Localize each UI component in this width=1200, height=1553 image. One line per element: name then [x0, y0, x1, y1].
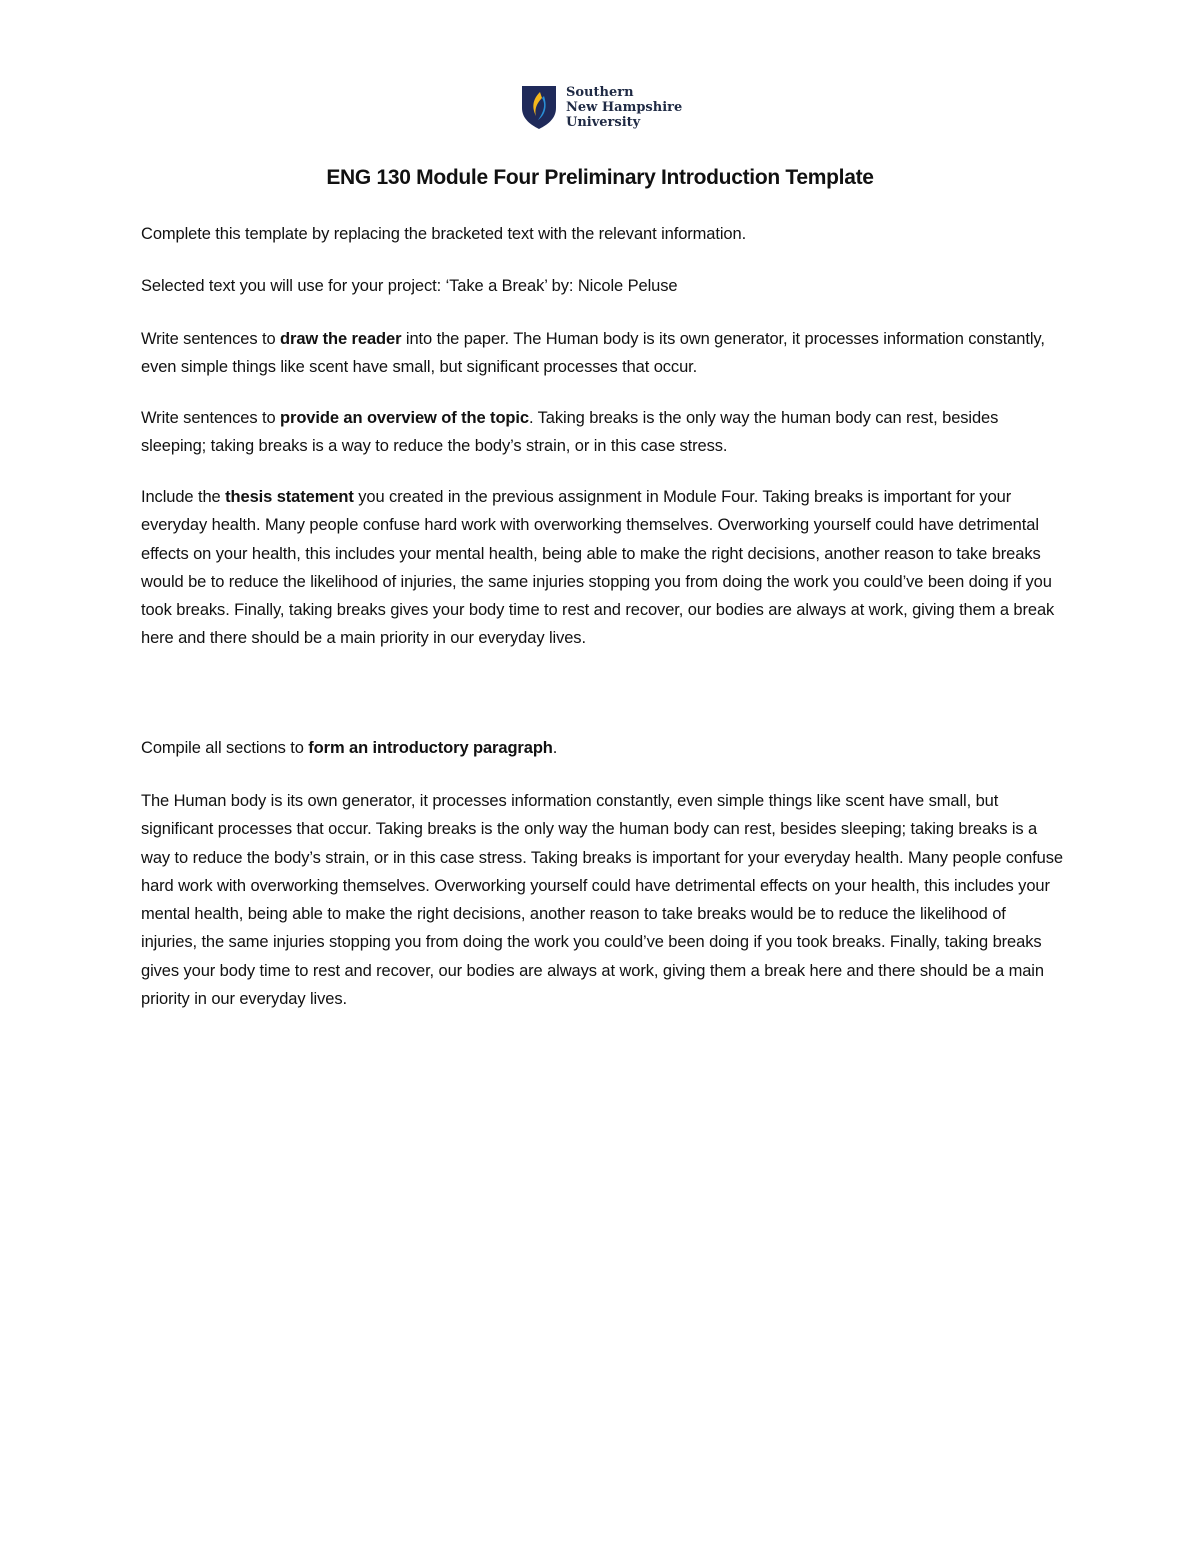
prompt-text: you created in the previous assignment in Module Four. — [353, 488, 763, 506]
prompt-bold: thesis statement — [225, 488, 354, 506]
prompt-bold: draw the reader — [280, 330, 402, 348]
page-title: ENG 130 Module Four Preliminary Introduction Template — [326, 166, 874, 189]
snhu-logo — [520, 84, 682, 130]
compile-section — [141, 734, 1066, 762]
draw-reader-section — [141, 325, 1066, 382]
prompt-text: . — [552, 739, 558, 757]
logo-text — [566, 85, 682, 130]
answer-text: Taking breaks is important for your everyday health. Many people confuse hard work with overworking themselves. Overworking yourself could have detrimental effects on your health, this includes your mental health, being able to make the right decisions, another reason to take breaks would be to reduce the likelihood of injuries, the same injuries stopping you from doing the work you could’ve been doing if you took breaks. Finally, taking breaks gives your body time to rest and recover, our bodies are always at work, giving them a break here and there should be a main priority in our everyday lives. — [141, 488, 1055, 648]
thesis-section — [141, 483, 1066, 653]
prompt-bold: provide an overview of the topic — [280, 409, 529, 427]
instructions: Complete this template by replacing the bracketed text with the relevant information. — [141, 225, 747, 243]
prompt-text: into the paper. — [401, 330, 514, 348]
logo-line: New Hampshire — [566, 99, 683, 115]
logo-line: University — [566, 114, 641, 130]
prompt-text: Compile all sections to — [141, 739, 309, 757]
logo-line: Southern — [566, 84, 634, 100]
prompt-text: Write sentences to — [141, 409, 281, 427]
selected-text-label: Selected text you will use for your project: — [141, 277, 446, 295]
shield-flame-icon — [520, 84, 558, 130]
prompt-bold: form an introductory paragraph — [308, 739, 553, 757]
answer-text: The Human body is its own generator, it processes information constantly, even simple things like scent have small, but significant processes that occur. — [141, 330, 1045, 377]
selected-text — [141, 272, 1066, 300]
prompt-text: . — [528, 409, 538, 427]
prompt-text: Write sentences to — [141, 330, 281, 348]
overview-section — [141, 404, 1066, 461]
answer-text: Taking breaks is the only way the human body can rest, besides sleeping; taking breaks is a way to reduce the body’s strain, or in this case stress. — [141, 409, 999, 456]
prompt-text: Include the — [141, 488, 226, 506]
final-paragraph: The Human body is its own generator, it processes information constantly, even simple things like scent have small, but significant processes that occur. Taking breaks is the only way the human body can rest, besides sleeping; taking breaks is a way to reduce the body’s strain, or in this case stress. Taking breaks is important for your everyday health. Many people confuse hard work with overworking themselves. Overworking yourself could have detrimental effects on your health, this includes your mental health, being able to make the right decisions, another reason to take breaks would be to reduce the likelihood of injuries, the same injuries stopping you from doing the work you could’ve been doing if you took breaks. Finally, taking breaks gives your body time to rest and recover, our bodies are always at work, giving them a break here and there should be a main priority in our everyday lives. — [141, 792, 1063, 1009]
selected-text-value: ‘Take a Break’ by: Nicole Peluse — [445, 277, 678, 295]
